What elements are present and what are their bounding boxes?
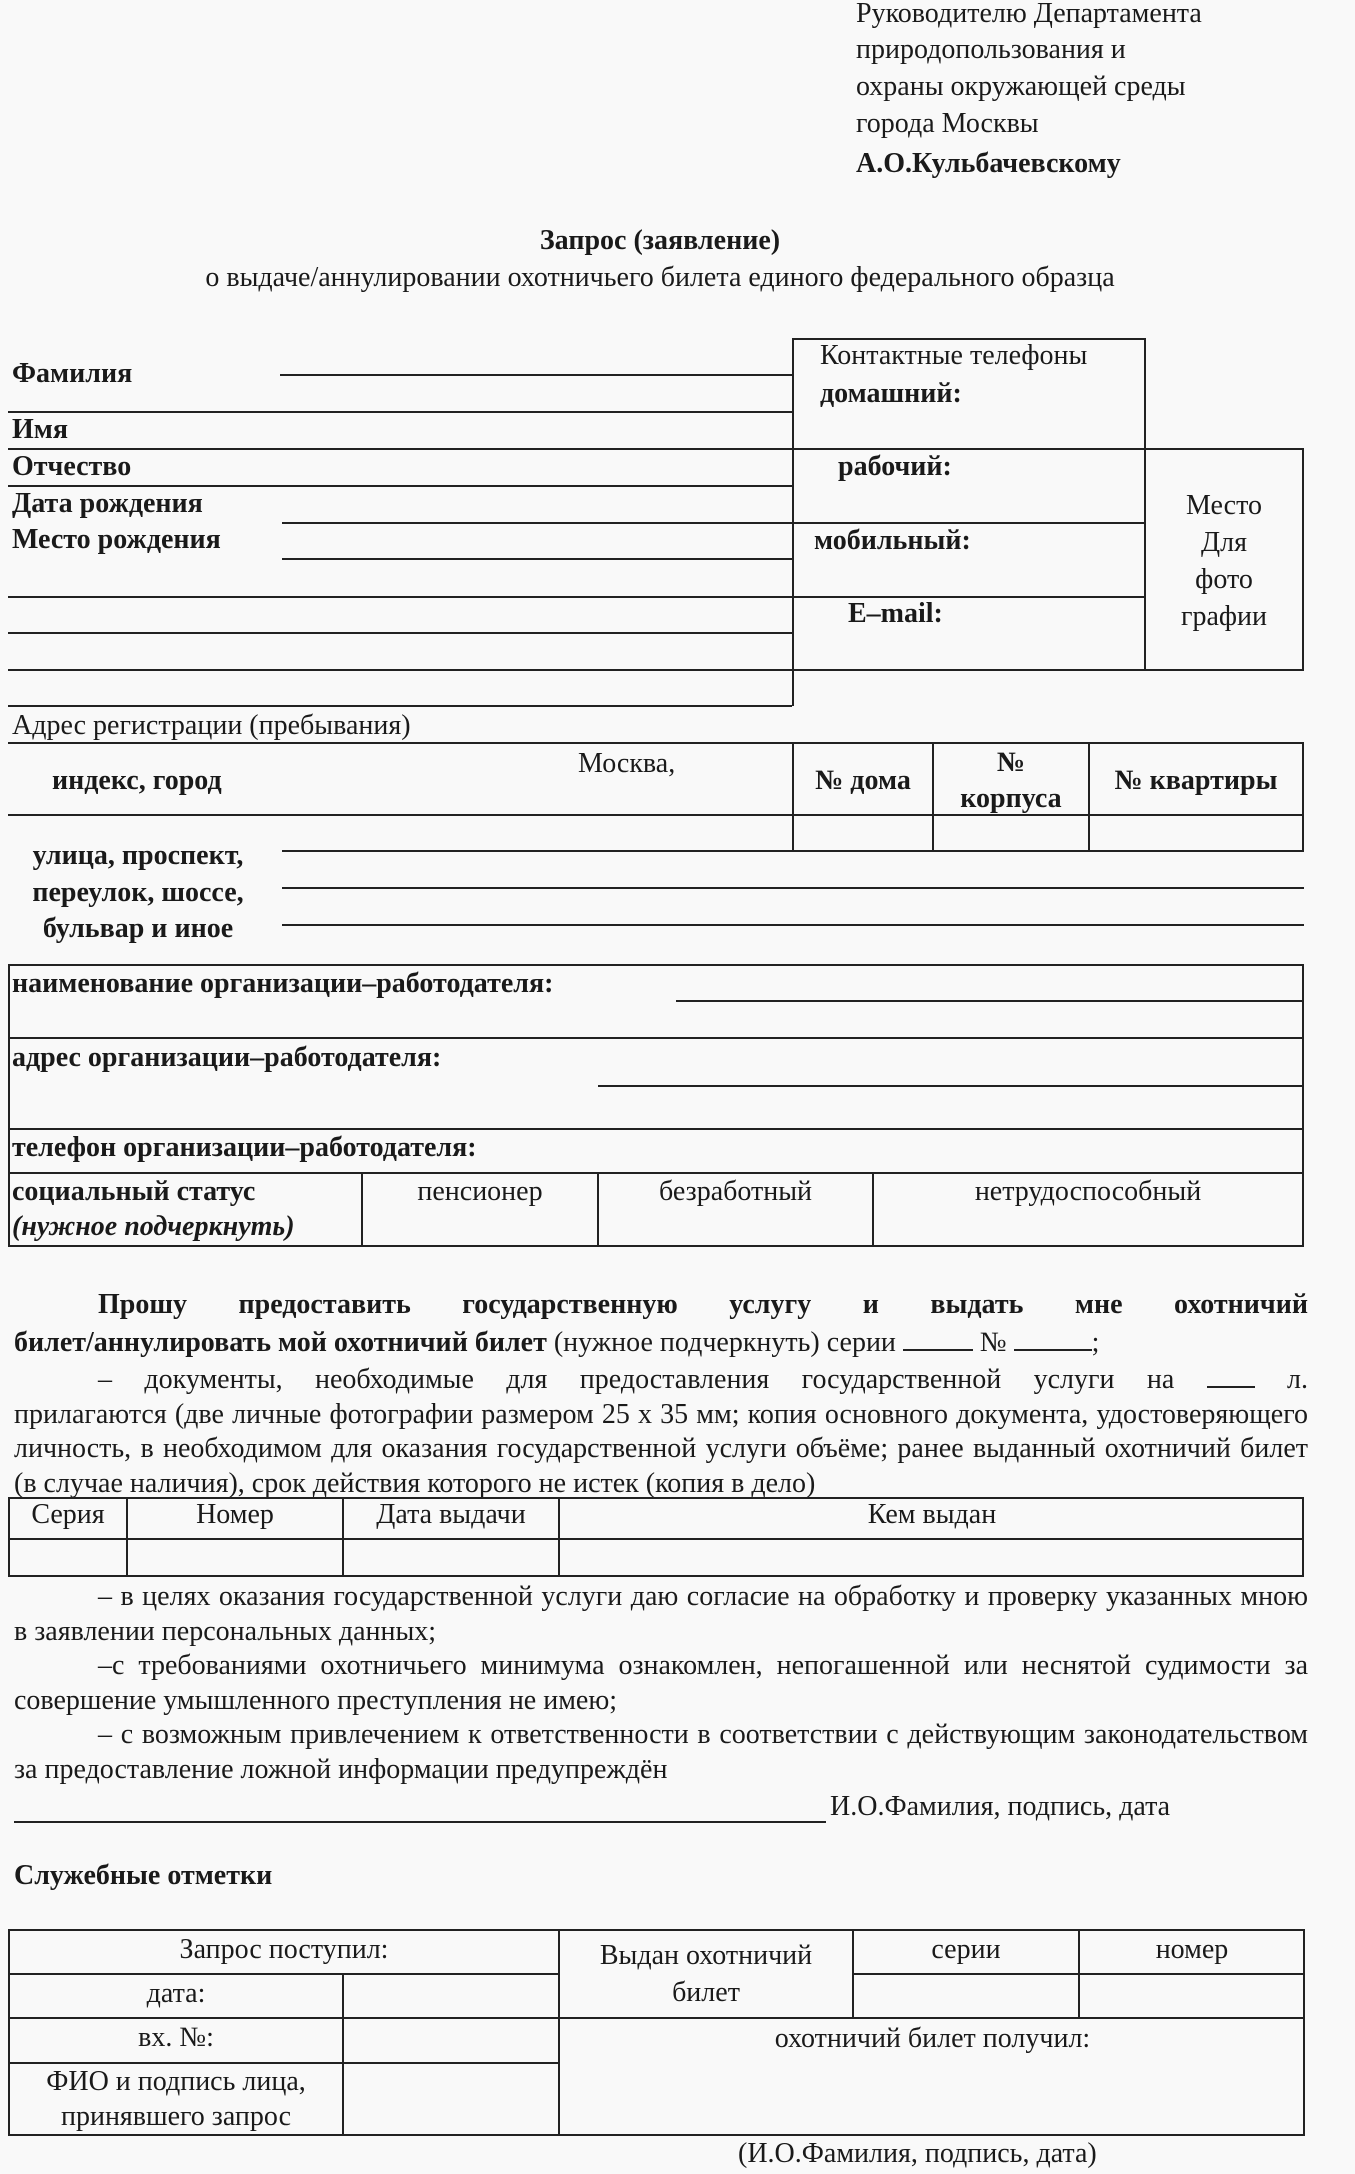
- mobile-phone-field[interactable]: [794, 559, 1144, 595]
- consent-item: –с требованиями охотничьего минимума ознакомлен, непогашенной или неснятой судимости за совершение умышленного преступления не имею;: [14, 1650, 1308, 1716]
- ticket-issued-label: [560, 1937, 852, 2011]
- house-no-field[interactable]: [794, 816, 931, 850]
- social-status-label: социальный статус: [12, 1176, 256, 1207]
- contacts-row-line: [792, 596, 1145, 598]
- building-no-header: [934, 745, 1088, 817]
- request-line-2: [14, 1323, 1308, 1361]
- date-label: дата:: [146, 1978, 206, 2009]
- social-option-disabled[interactable]: нетрудоспособный: [974, 1176, 1202, 1207]
- ticket-issued-line: билет: [672, 1977, 740, 2008]
- social-option-unemployed[interactable]: безработный: [658, 1176, 813, 1207]
- ticket-received-label: охотничий билет получил:: [774, 2023, 1091, 2054]
- accepted-by-line: ФИО и подпись лица,: [46, 2066, 306, 2097]
- accepted-by-field[interactable]: [344, 2064, 557, 2134]
- employer-phone-label: телефон организации–работодателя:: [12, 1132, 477, 1163]
- addressee-line: города Москвы: [856, 108, 1039, 139]
- birth-place-field[interactable]: [282, 558, 792, 560]
- employer-address-label: адрес организации–работодателя:: [12, 1042, 442, 1073]
- request-paragraph: [14, 1288, 1308, 1501]
- signature-caption: И.О.Фамилия, подпись, дата: [830, 1791, 1171, 1822]
- incoming-no-label: вх. №:: [138, 2022, 214, 2053]
- ticket-header-date: Дата выдачи: [376, 1499, 526, 1530]
- office-row-line: [8, 2017, 1305, 2019]
- patronymic-field[interactable]: [8, 485, 792, 487]
- consent-item: – с возможным привлечением к ответственности в соответствии с действующим законодательством за предоставление ложной информации предупреждён: [14, 1719, 1308, 1785]
- received-date-field[interactable]: [344, 1975, 557, 2016]
- house-no-header: № дома: [815, 765, 911, 796]
- birth-place-line-4[interactable]: [8, 669, 792, 671]
- pages-suffix: л.: [1254, 1364, 1308, 1395]
- employer-row-line: [8, 1172, 1304, 1174]
- apartment-no-header: № квартиры: [1114, 765, 1278, 796]
- email-field[interactable]: [794, 632, 1144, 668]
- patronymic-label: Отчество: [12, 451, 132, 482]
- birth-place-line-3[interactable]: [8, 632, 792, 634]
- index-city-label: индекс, город: [52, 765, 222, 796]
- ticket-header-number: Номер: [196, 1499, 274, 1530]
- addressee-name: А.О.Кульбачевскому: [856, 148, 1121, 179]
- photo-text: графии: [1180, 601, 1268, 632]
- request-bold-part: билет/аннулировать мой охотничий билет: [14, 1326, 547, 1358]
- employer-address-field[interactable]: [598, 1085, 1304, 1087]
- employer-phone-field[interactable]: [520, 1130, 1302, 1170]
- ticket-series-cell[interactable]: [10, 1540, 125, 1575]
- surname-label: Фамилия: [12, 358, 133, 389]
- employer-row-line: [8, 1037, 1304, 1039]
- surname-field[interactable]: [280, 374, 792, 376]
- birth-date-label: Дата рождения: [12, 488, 203, 519]
- bottom-signature-caption: (И.О.Фамилия, подпись, дата): [738, 2138, 1097, 2169]
- birth-place-label: Место рождения: [12, 524, 221, 555]
- apartment-no-field[interactable]: [1090, 816, 1301, 850]
- address-label: Адрес регистрации (пребывания): [12, 710, 411, 741]
- email-label: E–mail:: [848, 598, 943, 629]
- employer-name-field[interactable]: [676, 1000, 1304, 1002]
- series-field[interactable]: [903, 1323, 973, 1351]
- social-status-hint: (нужное подчеркнуть): [12, 1211, 295, 1242]
- mobile-phone-label: мобильный:: [814, 525, 971, 556]
- ticket-header-series: Серия: [31, 1499, 105, 1530]
- addressee-line: природопользования и: [856, 34, 1126, 65]
- signature-field[interactable]: [14, 1821, 826, 1823]
- accepted-by-line: принявшего запрос: [60, 2101, 292, 2132]
- document-title: Запрос (заявление): [539, 225, 781, 256]
- documents-text: – документы, необходимые для предоставления государственной услуги на: [98, 1364, 1207, 1395]
- addressee-line: Руководителю Департамента: [856, 0, 1202, 29]
- street-label-line: улица, проспект,: [32, 840, 244, 871]
- employer-name-label: наименование организации–работодателя:: [12, 968, 554, 999]
- number-field[interactable]: [1014, 1323, 1092, 1351]
- home-phone-label: домашний:: [820, 378, 962, 409]
- semicolon: ;: [1091, 1326, 1100, 1358]
- building-no-symbol: №: [996, 747, 1026, 778]
- street-field-2[interactable]: [282, 887, 1304, 889]
- issued-series-header: серии: [931, 1934, 1001, 1965]
- ticket-date-cell[interactable]: [344, 1540, 557, 1575]
- addressee-line: охраны окружающей среды: [856, 71, 1186, 102]
- photo-text: фото: [1195, 564, 1253, 595]
- birth-place-line-5[interactable]: [8, 705, 792, 707]
- ticket-issued-line: Выдан охотничий: [599, 1940, 813, 1971]
- ticket-number-cell[interactable]: [128, 1540, 341, 1575]
- address-col-border: [1302, 742, 1304, 851]
- consent-item: – в целях оказания государственной услуги даю согласие на обработку и проверку указанных мною в заявлении персональных данных;: [14, 1581, 1308, 1647]
- photo-placeholder[interactable]: [1146, 487, 1302, 635]
- street-field-3[interactable]: [282, 924, 1304, 926]
- contacts-bottom-border: [792, 669, 1304, 671]
- number-sign: №: [972, 1326, 1014, 1358]
- ticket-header-issuer: Кем выдан: [867, 1499, 997, 1530]
- request-line-1: Прошу предоставить государственную услугу и выдать мне охотничий: [98, 1289, 1308, 1320]
- incoming-no-field[interactable]: [344, 2019, 557, 2061]
- contacts-row-line: [792, 448, 1304, 450]
- social-option-pensioner[interactable]: пенсионер: [417, 1176, 543, 1207]
- office-marks-title: Служебные отметки: [14, 1860, 273, 1891]
- birth-place-line-2[interactable]: [8, 596, 792, 598]
- surname-line-2[interactable]: [8, 411, 792, 413]
- contacts-row-line: [792, 522, 1145, 524]
- building-no-field[interactable]: [934, 816, 1087, 850]
- issued-series-field[interactable]: [854, 1975, 1077, 2016]
- work-phone-field[interactable]: [794, 485, 1144, 521]
- documents-text-rest: прилагаются (две личные фотографии размером 25 x 35 мм; копия основного документа, удостоверяющего личность, в необходимом для оказания государственной услуги объёме; ранее выданный охотничий билет (в случае наличия), срок действия которого не истек (копия в дело): [14, 1398, 1308, 1499]
- work-phone-label: рабочий:: [838, 451, 952, 482]
- documents-line-1: [14, 1360, 1308, 1398]
- ticket-received-field[interactable]: [560, 2060, 1304, 2134]
- contacts-header: Контактные телефоны: [820, 340, 1088, 371]
- street-label-line: бульвар и иное: [42, 913, 234, 944]
- home-phone-field[interactable]: [794, 412, 1144, 448]
- consents-block: [14, 1580, 1308, 1787]
- building-no-text: корпуса: [960, 783, 1062, 814]
- accepted-by-label: [10, 2064, 342, 2134]
- ticket-issuer-cell[interactable]: [560, 1540, 1303, 1575]
- issued-number-field[interactable]: [1080, 1975, 1304, 2016]
- issued-number-header: номер: [1155, 1934, 1229, 1965]
- birth-date-field[interactable]: [282, 522, 792, 524]
- request-plain-part: (нужное подчеркнуть) серии: [546, 1326, 903, 1358]
- city-value: Москва,: [578, 748, 676, 779]
- photo-right-border: [1302, 448, 1304, 671]
- street-field[interactable]: [282, 850, 1304, 852]
- pages-field[interactable]: [1207, 1360, 1255, 1388]
- document-subtitle: о выдаче/аннулировании охотничьего билета единого федерального образца: [205, 262, 1115, 293]
- name-label: Имя: [12, 414, 68, 445]
- street-label-line: переулок, шоссе,: [32, 876, 244, 908]
- request-received-label: Запрос поступил:: [179, 1934, 389, 1965]
- photo-text: Место: [1186, 490, 1262, 521]
- photo-text: Для: [1201, 527, 1247, 558]
- address-table-top: [8, 742, 1304, 744]
- street-label: [10, 838, 266, 948]
- name-field[interactable]: [8, 448, 792, 450]
